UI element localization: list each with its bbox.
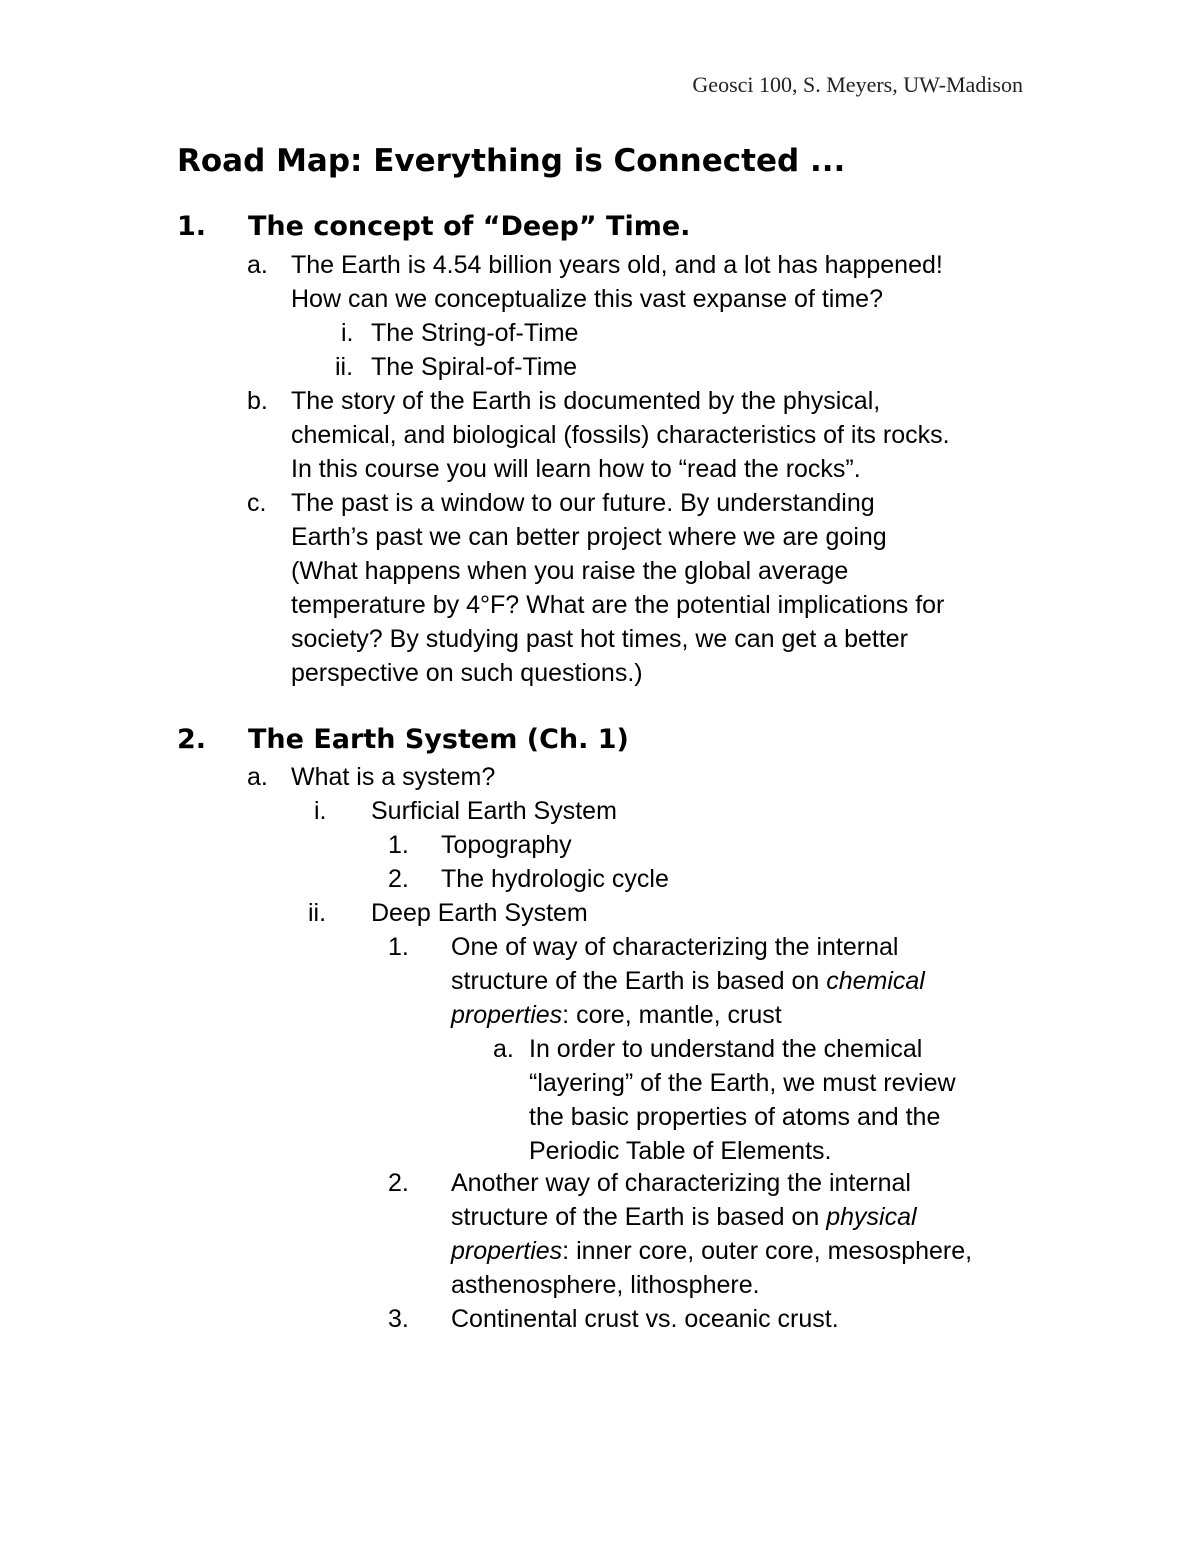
item-1c-line-2: Earth’s past we can better project where we are going	[291, 523, 887, 551]
item-2a-ii-3-marker: 3.	[388, 1305, 409, 1333]
item-1a-ii-text: The Spiral-of-Time	[371, 353, 578, 381]
line-text: structure of the Earth is based on	[451, 967, 827, 995]
italic-term: properties	[451, 1001, 563, 1029]
item-2a-ii-1-a-marker: a.	[493, 1035, 514, 1063]
item-1a-i-text: The String-of-Time	[371, 319, 579, 347]
item-2a-ii-1-a-line-2: “layering” of the Earth, we must review	[529, 1069, 956, 1097]
page-header: Geosci 100, S. Meyers, UW-Madison	[692, 72, 1023, 97]
item-2a-ii-1-line-1: One of way of characterizing the internal	[451, 933, 899, 961]
italic-term: physical	[826, 1203, 917, 1231]
item-2a-marker: a.	[247, 763, 268, 791]
line-text: structure of the Earth is based on	[451, 1203, 827, 1231]
section-2-number: 2.	[177, 724, 207, 755]
item-2a-i-1-text: Topography	[441, 831, 572, 859]
item-2a-ii-1-marker: 1.	[388, 933, 409, 961]
item-1c-line-5: society? By studying past hot times, we can get a better	[291, 625, 908, 653]
item-2a-i-text: Surficial Earth System	[371, 797, 617, 825]
item-1a-line-1: The Earth is 4.54 billion years old, and a lot has happened!	[291, 251, 943, 279]
item-1c-line-1: The past is a window to our future. By understanding	[291, 489, 875, 517]
item-2a-i-2-marker: 2.	[388, 865, 409, 893]
item-2a-text: What is a system?	[291, 763, 496, 791]
item-2a-ii-2-line-3	[451, 1234, 972, 1268]
italic-term: chemical	[826, 967, 925, 995]
item-2a-ii-1-line-2	[451, 964, 925, 998]
item-1c-line-3: (What happens when you raise the global average	[291, 557, 849, 585]
line-text: : inner core, outer core, mesosphere,	[562, 1237, 973, 1265]
item-1a-marker: a.	[247, 251, 268, 279]
item-2a-ii-2-line-4: asthenosphere, lithosphere.	[451, 1271, 760, 1299]
item-2a-ii-1-line-3	[451, 998, 782, 1032]
item-2a-ii-2-line-2	[451, 1200, 917, 1234]
item-2a-ii-2-marker: 2.	[388, 1169, 409, 1197]
item-2a-ii-2-line-1: Another way of characterizing the internal	[451, 1169, 911, 1197]
item-2a-i-2-text: The hydrologic cycle	[441, 865, 669, 893]
item-1b-line-2: chemical, and biological (fossils) characteristics of its rocks.	[291, 421, 950, 449]
item-2a-ii-1-a-line-4: Periodic Table of Elements.	[529, 1137, 832, 1165]
line-text: : core, mantle, crust	[562, 1001, 782, 1029]
item-1c-line-4: temperature by 4°F? What are the potential implications for	[291, 591, 945, 619]
item-1b-line-3: In this course you will learn how to “read the rocks”.	[291, 455, 861, 483]
item-2a-ii-1-a-line-3: the basic properties of atoms and the	[529, 1103, 941, 1131]
item-2a-ii-1-a-line-1: In order to understand the chemical	[529, 1035, 923, 1063]
item-1c-line-6: perspective on such questions.)	[291, 659, 643, 687]
page-title: Road Map: Everything is Connected ...	[177, 143, 846, 179]
item-2a-ii-text: Deep Earth System	[371, 899, 588, 927]
item-2a-ii-marker: ii.	[308, 899, 327, 927]
item-1c-marker: c.	[247, 489, 267, 517]
item-1a-i-marker: i.	[341, 319, 354, 347]
item-1a-line-2: How can we conceptualize this vast expanse of time?	[291, 285, 883, 313]
item-2a-i-1-marker: 1.	[388, 831, 409, 859]
section-1-heading: The concept of “Deep” Time.	[248, 211, 691, 242]
item-2a-i-marker: i.	[314, 797, 327, 825]
item-2a-ii-3-text: Continental crust vs. oceanic crust.	[451, 1305, 839, 1333]
section-1-number: 1.	[177, 211, 207, 242]
item-1b-marker: b.	[247, 387, 268, 415]
section-2-heading: The Earth System (Ch. 1)	[248, 724, 629, 755]
item-1a-ii-marker: ii.	[335, 353, 354, 381]
italic-term: properties	[451, 1237, 563, 1265]
item-1b-line-1: The story of the Earth is documented by the physical,	[291, 387, 881, 415]
